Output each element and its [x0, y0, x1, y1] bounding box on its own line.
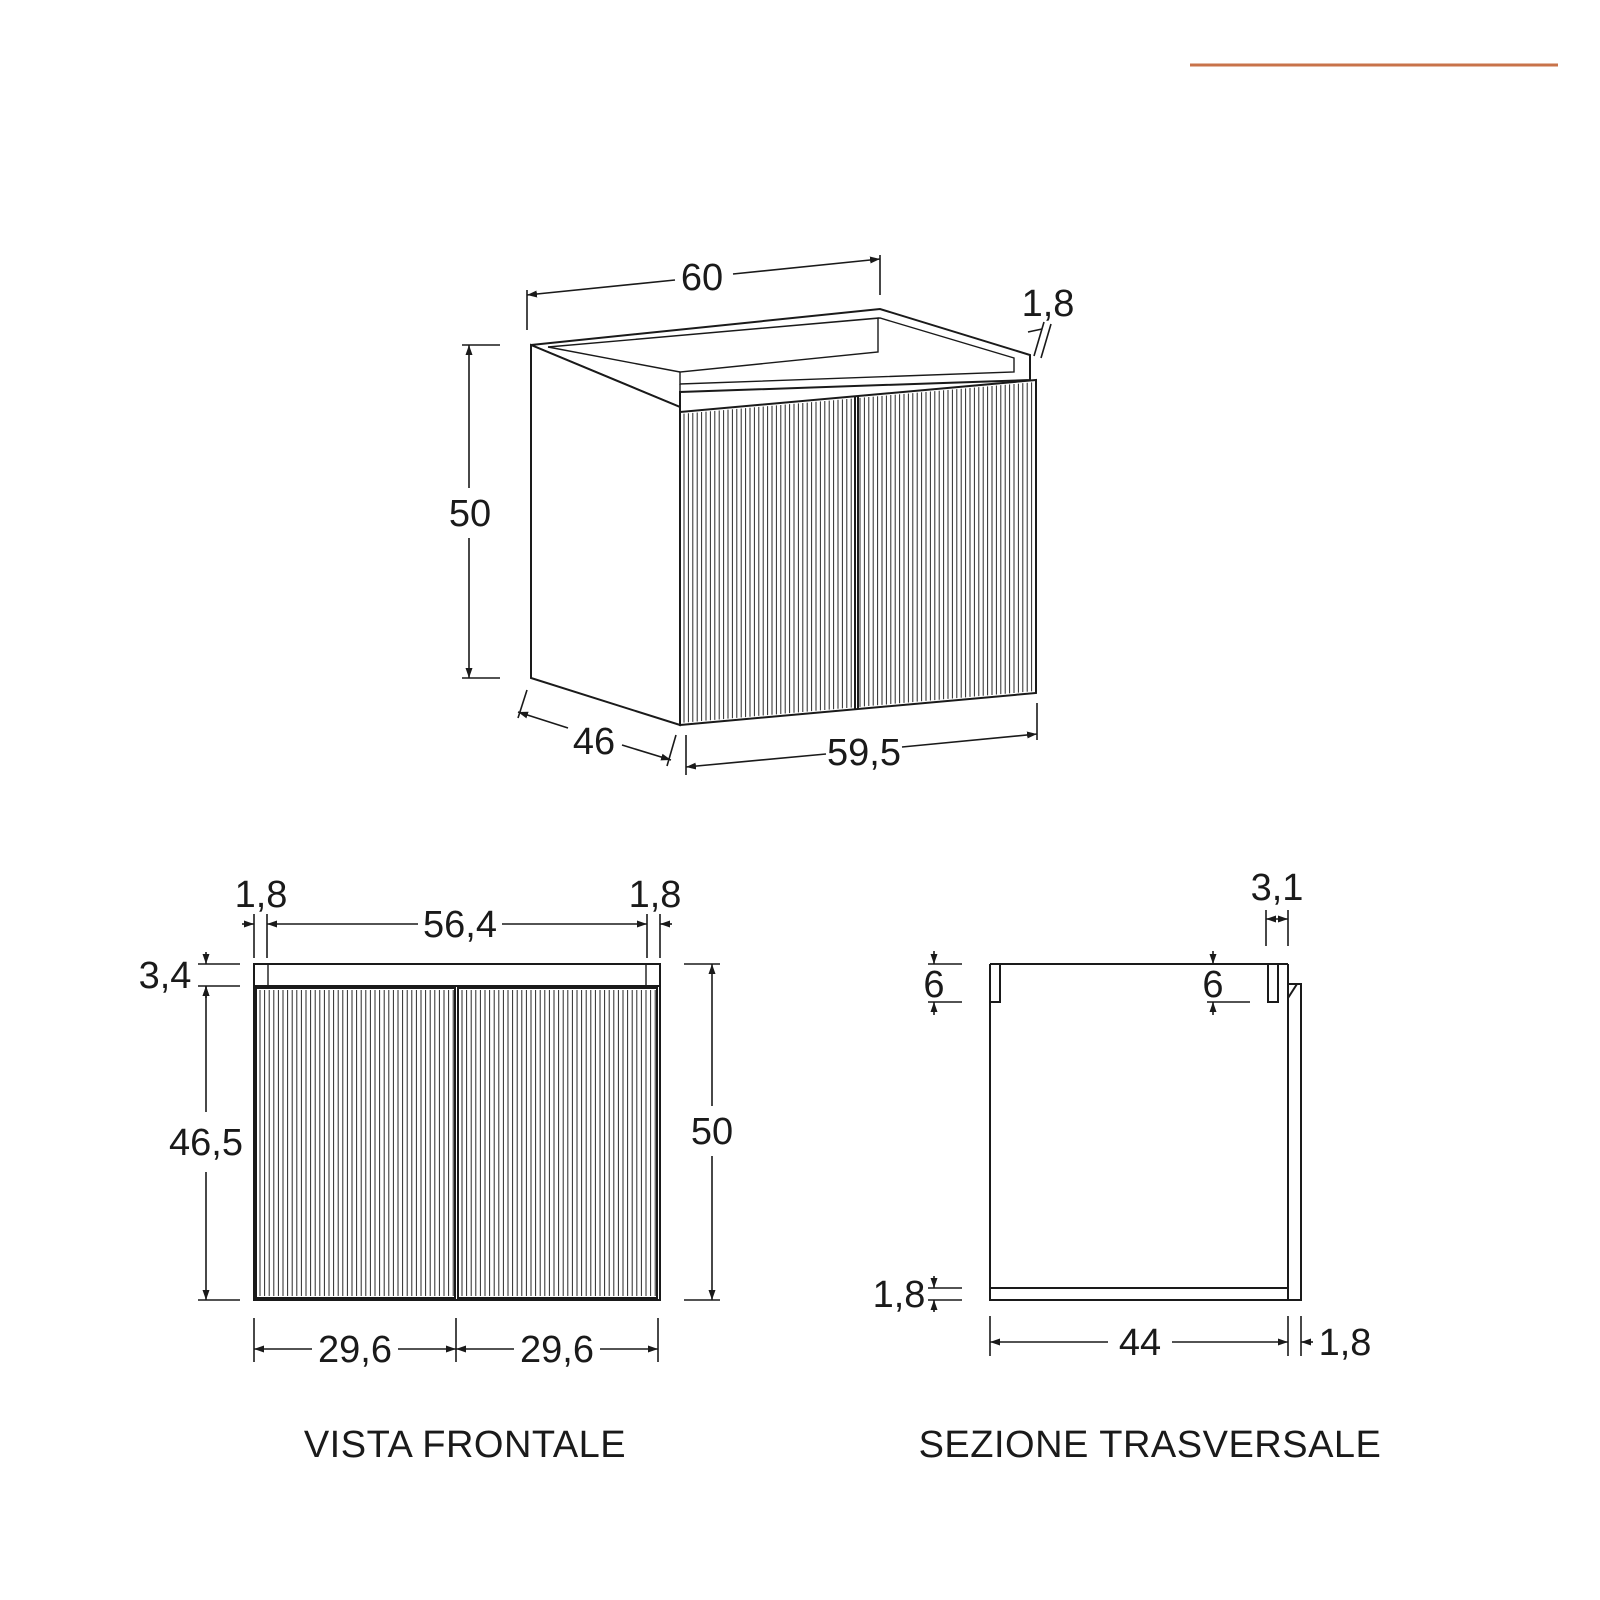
front-door-height-label: 46,5 [169, 1122, 243, 1164]
section-bottom-panel [990, 1288, 1288, 1300]
front-side-right-label: 1,8 [628, 874, 682, 916]
section-rail-width-label: 3,1 [1250, 867, 1304, 909]
front-total-height-label: 50 [690, 1111, 734, 1153]
iso-depth-label: 46 [572, 721, 616, 763]
front-side-left-label: 1,8 [234, 874, 288, 916]
iso-width-label: 60 [680, 257, 724, 299]
iso-height-label: 50 [448, 493, 492, 535]
section-rail-right [1268, 964, 1278, 1002]
front-view-caption: VISTA FRONTALE [303, 1424, 627, 1466]
front-door-right-width-label: 29,6 [520, 1329, 594, 1371]
section-view-caption: SEZIONE TRASVERSALE [918, 1424, 1382, 1466]
section-bottom-thickness-label: 1,8 [872, 1274, 926, 1316]
section-view [873, 867, 1382, 1466]
front-top-panel [254, 964, 660, 986]
iso-side-panel [531, 345, 680, 725]
section-depth-label: 44 [1118, 1322, 1162, 1364]
iso-thickness-label: 1,8 [1021, 283, 1075, 325]
front-door-left-width-label: 29,6 [318, 1329, 392, 1371]
front-top-height-label: 3,4 [138, 955, 192, 997]
front-inner-width-label: 56,4 [423, 904, 497, 946]
front-view [139, 874, 734, 1466]
section-rail-left-height-label: 6 [923, 964, 945, 1006]
iso-front-width-label: 59,5 [827, 732, 901, 774]
isometric-view [449, 255, 1075, 775]
section-door-profile [1288, 984, 1301, 1300]
section-rail-right-height-label: 6 [1202, 964, 1224, 1006]
section-door-thickness-label: 1,8 [1318, 1322, 1372, 1364]
